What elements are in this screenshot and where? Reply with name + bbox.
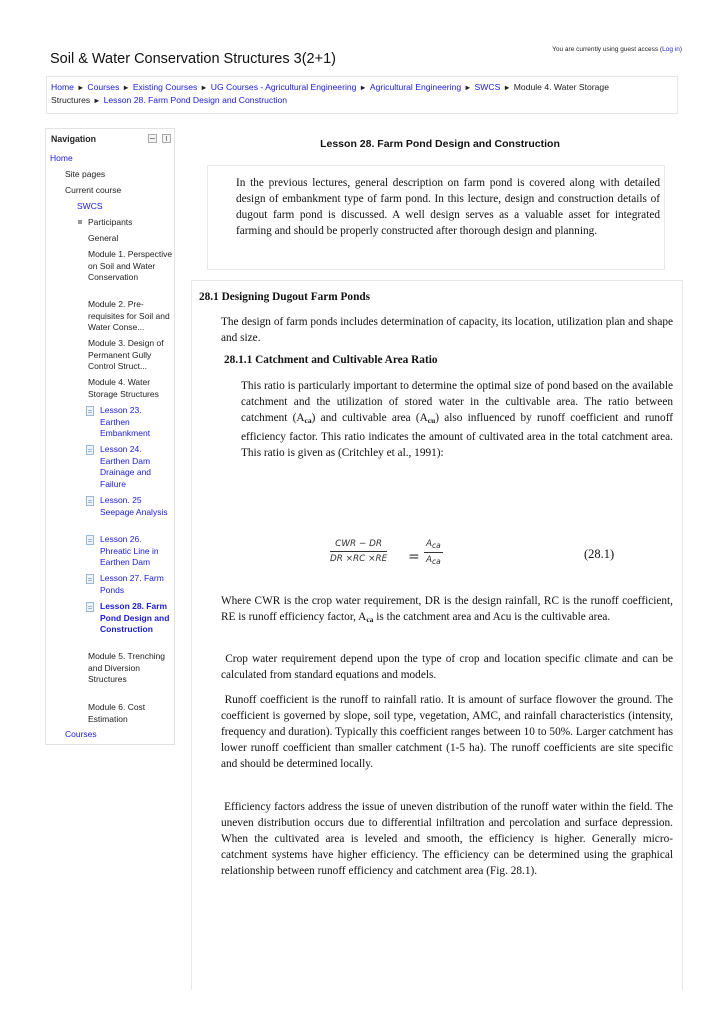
breadcrumb-separator-icon: ►: [76, 83, 85, 92]
page-icon: [86, 574, 94, 584]
where-text-1: Where CWR is the crop water requirement, DR is the design rainfall, RC is the runoff coefficient, RE is runoff efficiency factor, A: [221, 595, 673, 623]
breadcrumb-separator-icon: ►: [503, 83, 511, 92]
nav-item-swcs[interactable]: SWCS: [77, 201, 103, 211]
section-heading: 28.1 Designing Dugout Farm Ponds: [199, 291, 371, 303]
efficiency-paragraph: Efficiency factors address the issue of uneven distribution of the runoff water within the field. The uneven distribution occurs due to differential infiltration and percolation and surface depression. When the cultivated area is leveled and smooth, the efficiency is higher. Generally micro- catchment systems have higher efficiency. The efficiency can be determined using the graphical relationship between runoff efficiency and catchment area (Fig. 28.1).: [221, 801, 676, 877]
nav-item-lesson23[interactable]: [100, 405, 172, 440]
breadcrumb-lesson28[interactable]: Lesson 28. Farm Pond Design and Construction: [103, 95, 288, 105]
nav-item-module2[interactable]: Module 2. Pre-requisites for Soil and Water Conse...: [88, 299, 170, 332]
nav-item-lesson26[interactable]: [100, 534, 172, 569]
equation-rhs-den-base: A: [426, 555, 433, 565]
navigation-block: [45, 128, 175, 745]
login-info: [552, 46, 682, 53]
page-icon: [86, 535, 94, 545]
nav-item-module3[interactable]: Module 3. Design of Permanent Gully Control Struct...: [88, 338, 164, 371]
section-paragraph: The design of farm ponds includes determination of capacity, its location, utilization plan and shape and size.: [221, 316, 673, 344]
equation-rhs-den-sub: ca: [432, 557, 441, 566]
subsection-heading: 28.1.1 Catchment and Cultivable Area Ratio: [224, 354, 438, 366]
nav-item-site-pages[interactable]: Site pages: [65, 169, 106, 179]
breadcrumb-separator-icon: ►: [464, 83, 472, 92]
nav-item-lesson27[interactable]: [100, 573, 172, 596]
crop-paragraph: Crop water requirement depend upon the type of crop and location specific climate and can be calculated from standard equations and models.: [221, 653, 676, 681]
page-icon: [86, 406, 94, 416]
equation-number: (28.1): [584, 547, 615, 561]
nav-item-participants-label: Participants: [88, 217, 133, 227]
nav-item-participants[interactable]: [88, 217, 132, 229]
equals-sign: =: [408, 549, 420, 565]
nav-item-home[interactable]: Home: [50, 153, 73, 163]
runoff-paragraph: Runoff coefficient is the runoff to rainfall ratio. It is amount of surface flowover the ground. The coefficient is governed by slope, soil type, vegetation, AMC, and rainfall characteristics (intensity, frequency and duration). Typically this coefficient ranges between 10 to 50%. Larger catchment has lower runoff coefficient than smaller catchment (1-5 ha). The runoff coefficients are site specific and should be determined locally.: [221, 694, 676, 770]
equation-rhs-denominator: [424, 553, 443, 566]
nav-item-lesson28-active[interactable]: [100, 601, 172, 636]
equation-lhs-denominator: DR ×RC ×RE: [330, 554, 388, 564]
nav-item-module1[interactable]: Module 1. Perspective on Soil and Water Conservation: [88, 249, 173, 282]
breadcrumb-ug-courses[interactable]: UG Courses - Agricultural Engineering: [210, 82, 357, 92]
login-info-text: You are currently using guest access (: [552, 46, 663, 53]
nav-item-lesson24[interactable]: [100, 444, 172, 490]
page-icon: [86, 602, 94, 612]
intro-text: In the previous lectures, general description on farm pond is covered along with detailed design of embankment type of farm pond. In this lecture, design and construction details of dugout farm pond is discussed. A well design serves as a valuable asset for integrated farming and should be properly constructed after thorough design and planning.: [236, 177, 660, 238]
ratio-text-2: ) and cultivable area (A: [311, 412, 428, 424]
where-paragraph: [221, 593, 673, 628]
bullet-icon: [78, 220, 82, 224]
nav-item-lesson28-label: Lesson 28. Farm Pond Design and Construction: [100, 601, 170, 634]
breadcrumb: [46, 76, 678, 114]
nav-item-module6[interactable]: Module 6. Cost Estimation: [88, 702, 146, 724]
intro-box: [207, 165, 665, 270]
page-icon: [86, 445, 94, 455]
nav-item-module4[interactable]: Module 4. Water Storage Structures: [88, 377, 159, 399]
lesson-title: Lesson 28. Farm Pond Design and Construction: [320, 138, 560, 150]
nav-item-lesson24-label: Lesson 24. Earthen Dam Drainage and Failure: [100, 444, 152, 489]
where-text-2: is the catchment area and Acu is the cultivable area.: [373, 611, 611, 623]
breadcrumb-home[interactable]: Home: [51, 82, 74, 92]
minimize-block-icon[interactable]: [148, 134, 157, 143]
nav-item-module5[interactable]: Module 5. Trenching and Diversion Structures: [88, 651, 166, 684]
equation-lhs-numerator: CWR − DR: [330, 539, 387, 552]
navigation-title: Navigation: [51, 134, 96, 144]
ratio-text-1: This ratio is particularly important to determine the optimal size of pond based on the available catchment and the utilization of stored water in the cultivable area. The ratio between catchment (A: [241, 380, 673, 424]
breadcrumb-swcs[interactable]: SWCS: [474, 82, 501, 92]
page-icon: [86, 496, 94, 506]
equation-rhs-num-base: A: [426, 539, 433, 549]
content-box: [191, 280, 683, 990]
breadcrumb-separator-icon: ►: [200, 83, 208, 92]
nav-item-lesson25-label: Lesson. 25 Seepage Analysis: [100, 495, 168, 517]
equation-lhs-fraction: [330, 539, 387, 564]
ratio-paragraph: [241, 378, 673, 461]
nav-item-courses[interactable]: Courses: [65, 729, 97, 739]
nav-item-lesson25[interactable]: [100, 495, 172, 518]
site-title: Soil & Water Conservation Structures 3(2+1): [50, 51, 336, 67]
breadcrumb-separator-icon: ►: [359, 83, 367, 92]
ratio-text-3: ) also influenced by runoff coefficient and runoff efficiency factor. This ratio indicates the amount of cultivated area in the total catchment area. This ratio is given as (Critchley et al., 1991):: [241, 412, 674, 459]
page-header: [50, 44, 682, 68]
breadcrumb-separator-icon: ►: [93, 96, 101, 105]
equation-rhs-fraction: [424, 539, 443, 566]
login-link[interactable]: Log in: [662, 46, 680, 53]
breadcrumb-separator-icon: ►: [122, 83, 130, 92]
nav-item-lesson26-label: Lesson 26. Phreatic Line in Earthen Dam: [100, 534, 159, 567]
subscript-cu: cu: [427, 416, 436, 425]
dock-block-icon[interactable]: [162, 134, 171, 143]
nav-item-current-course[interactable]: Current course: [65, 185, 122, 195]
equation-28-1: [330, 539, 660, 579]
nav-item-lesson23-label: Lesson 23. Earthen Embankment: [100, 405, 151, 438]
login-info-suffix: ): [679, 46, 682, 53]
breadcrumb-existing-courses[interactable]: Existing Courses: [132, 82, 198, 92]
breadcrumb-agricultural-engineering[interactable]: Agricultural Engineering: [369, 82, 462, 92]
subscript-ca: ca: [366, 615, 374, 624]
nav-item-general[interactable]: General: [88, 233, 119, 243]
breadcrumb-courses[interactable]: Courses: [87, 82, 120, 92]
nav-item-lesson27-label: Lesson 27. Farm Ponds: [100, 573, 164, 595]
equation-rhs-num-sub: ca: [432, 541, 441, 550]
breadcrumb-module4: Module 4. Water Storage Structures: [51, 82, 609, 105]
equation-rhs-numerator: [424, 539, 443, 553]
subscript-ca: ca: [304, 416, 312, 425]
